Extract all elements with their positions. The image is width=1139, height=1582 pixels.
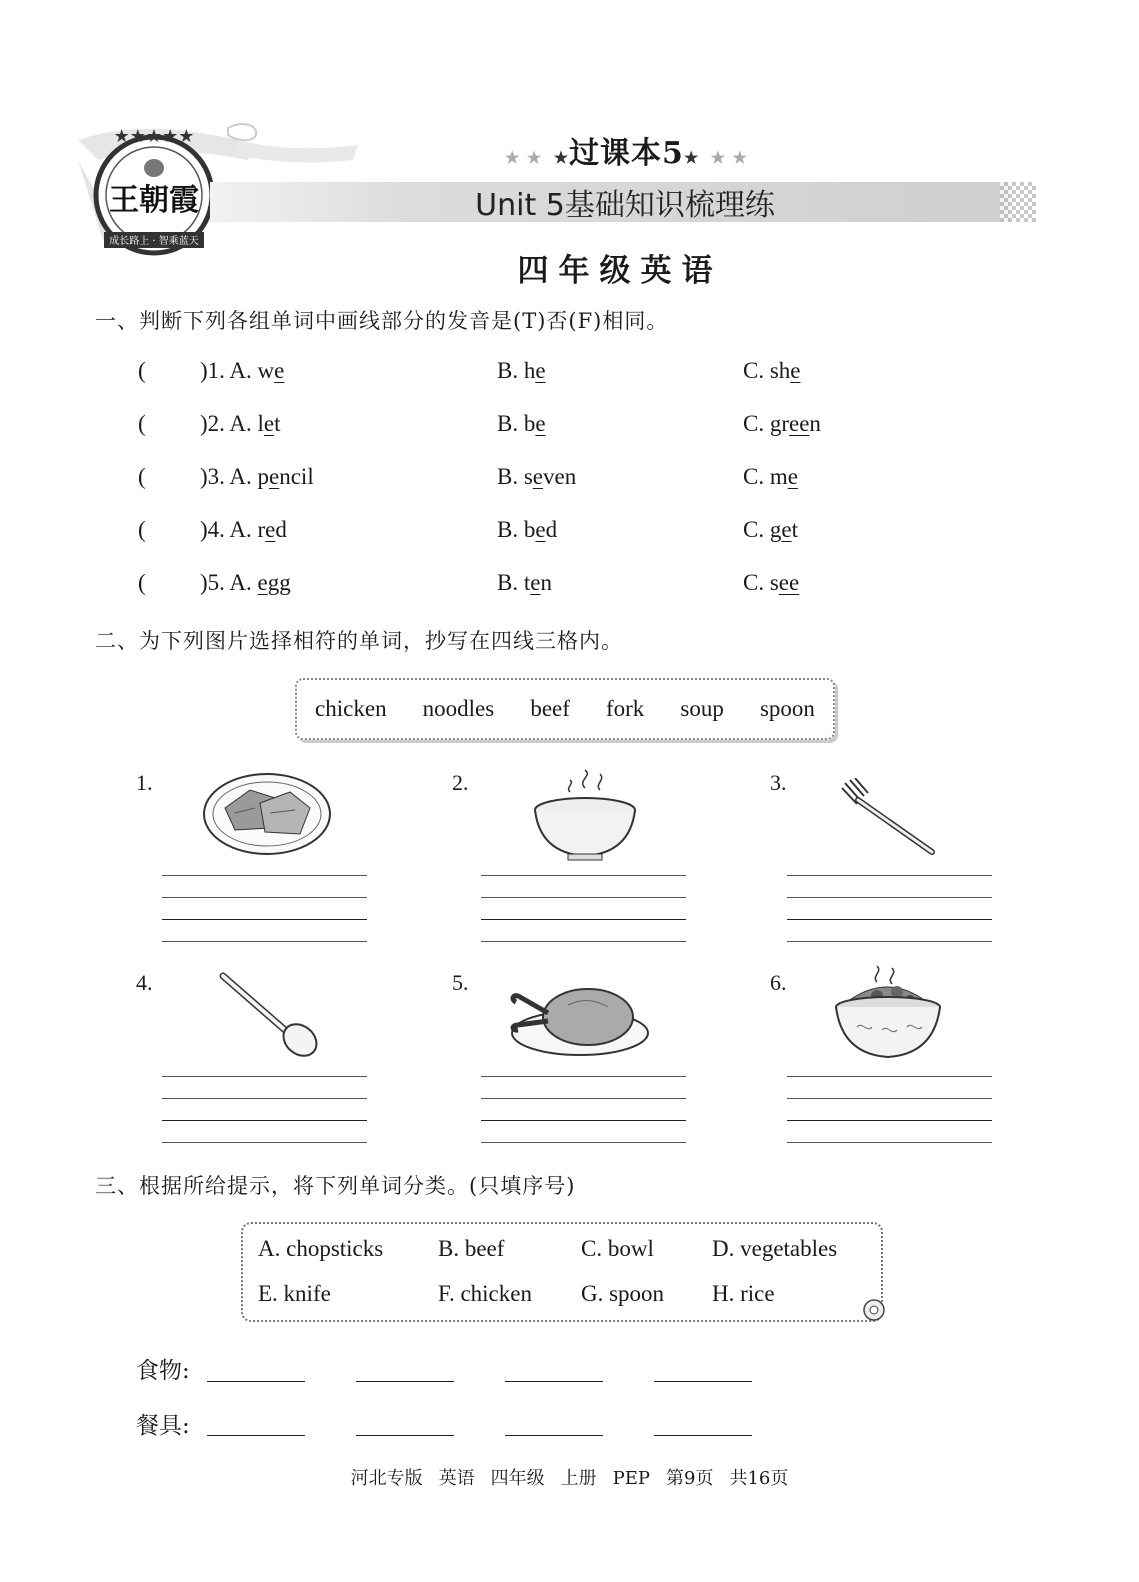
writing-lines[interactable] <box>162 854 367 942</box>
word-bank-item: chicken <box>315 696 387 721</box>
word-with-underline: pencil <box>257 464 314 489</box>
question-option-c <box>743 411 821 437</box>
question-option-b <box>497 464 576 490</box>
subject-title: 四年级英语 <box>517 253 723 289</box>
picture-number: 2. <box>452 770 469 795</box>
flower-icon <box>858 1295 890 1325</box>
option-item: D. vegetables <box>712 1236 838 1261</box>
answer-blank[interactable] <box>356 1380 454 1382</box>
word-bank-item: spoon <box>759 696 815 721</box>
answer-blank[interactable] <box>356 1434 454 1436</box>
word-with-underline: red <box>257 517 287 542</box>
spoon-icon <box>215 968 325 1060</box>
question-option-a <box>200 358 284 384</box>
soup-icon <box>530 768 640 864</box>
writing-lines[interactable] <box>787 1055 992 1143</box>
option-item: F. chicken <box>438 1281 532 1306</box>
writing-lines[interactable] <box>481 854 686 942</box>
word-with-underline: let <box>257 411 281 436</box>
word-with-underline: C. she <box>743 358 801 383</box>
word-with-underline: B. bed <box>497 517 558 542</box>
answer-blank[interactable] <box>505 1380 603 1382</box>
question-number: )5. A. <box>200 570 258 595</box>
tableware-label: 餐具: <box>136 1413 190 1439</box>
word-with-underline: B. seven <box>497 464 577 489</box>
option-item: E. knife <box>258 1281 331 1306</box>
word-with-underline: C. green <box>743 411 821 436</box>
answer-blank[interactable] <box>654 1380 752 1382</box>
question-option-c <box>743 464 798 490</box>
answer-blank[interactable] <box>207 1434 305 1436</box>
fork-icon <box>840 778 940 858</box>
answer-paren[interactable]: ( <box>138 464 146 489</box>
part3-title: 三、根据所给提示，将下列单词分类。(只填序号) <box>95 1174 576 1198</box>
question-option-a <box>200 570 291 596</box>
question-option-b <box>497 517 557 543</box>
unit-title: Unit 5基础知识梳理练 <box>475 188 775 223</box>
word-bank-item: noodles <box>422 696 495 721</box>
question-number: )2. A. <box>200 411 258 436</box>
logo-text: 王朝霞 <box>109 183 199 218</box>
answer-blank[interactable] <box>654 1434 752 1436</box>
picture-number: 4. <box>136 970 153 995</box>
svg-text:成长路上 · 智乘蓝天: 成长路上 · 智乘蓝天 <box>109 236 199 247</box>
word-with-underline: B. be <box>497 411 546 436</box>
writing-lines[interactable] <box>787 854 992 942</box>
page-footer: 河北专版 英语 四年级 上册 PEP 第9页 共16页 <box>350 1468 789 1489</box>
option-item: A. chopsticks <box>258 1236 384 1261</box>
noodles-icon <box>832 962 944 1064</box>
question-option-a <box>200 411 281 437</box>
series-title: ★ ★ ★过课本5★ ★ ★ <box>505 136 748 171</box>
word-with-underline: C. get <box>743 517 798 542</box>
question-option-a <box>200 517 287 543</box>
food-label: 食物: <box>136 1358 190 1384</box>
question-option-c <box>743 517 798 543</box>
word-with-underline: egg <box>257 570 291 595</box>
banner-pattern <box>1000 182 1036 222</box>
word-with-underline: B. he <box>497 358 546 383</box>
word-with-underline: B. ten <box>497 570 552 595</box>
answer-paren[interactable]: ( <box>138 411 146 436</box>
question-option-b <box>497 358 546 384</box>
word-bank <box>295 678 835 740</box>
word-with-underline: C. see <box>743 570 800 595</box>
question-option-c <box>743 570 799 596</box>
svg-text:★★★★★: ★★★★★ <box>113 126 195 147</box>
question-option-b <box>497 411 546 437</box>
answer-paren[interactable]: ( <box>138 517 146 542</box>
question-option-a <box>200 464 314 490</box>
word-bank-item: soup <box>680 696 724 721</box>
writing-lines[interactable] <box>162 1055 367 1143</box>
answer-blank[interactable] <box>505 1434 603 1436</box>
picture-number: 3. <box>770 770 787 795</box>
part1-title: 一、判断下列各组单词中画线部分的发音是(T)否(F)相同。 <box>95 309 669 333</box>
picture-number: 1. <box>136 770 153 795</box>
picture-number: 5. <box>452 970 469 995</box>
word-bank-item: beef <box>530 696 570 721</box>
answer-paren[interactable]: ( <box>138 358 146 383</box>
question-number: )3. A. <box>200 464 258 489</box>
option-item: G. spoon <box>581 1281 665 1306</box>
word-bank-item: fork <box>605 696 645 721</box>
answer-blank[interactable] <box>207 1380 305 1382</box>
chicken-icon <box>508 975 653 1060</box>
beef-icon <box>200 768 335 860</box>
question-option-b <box>497 570 552 596</box>
question-option-c <box>743 358 801 384</box>
option-item: H. rice <box>712 1281 775 1306</box>
question-number: )1. A. <box>200 358 258 383</box>
word-with-underline: C. me <box>743 464 798 489</box>
question-number: )4. A. <box>200 517 258 542</box>
part2-title: 二、为下列图片选择相符的单词，抄写在四线三格内。 <box>95 629 623 653</box>
option-item: B. beef <box>438 1236 505 1261</box>
word-with-underline: we <box>257 358 285 383</box>
option-item: C. bowl <box>581 1236 654 1261</box>
answer-paren[interactable]: ( <box>138 570 146 595</box>
writing-lines[interactable] <box>481 1055 686 1143</box>
picture-number: 6. <box>770 970 787 995</box>
